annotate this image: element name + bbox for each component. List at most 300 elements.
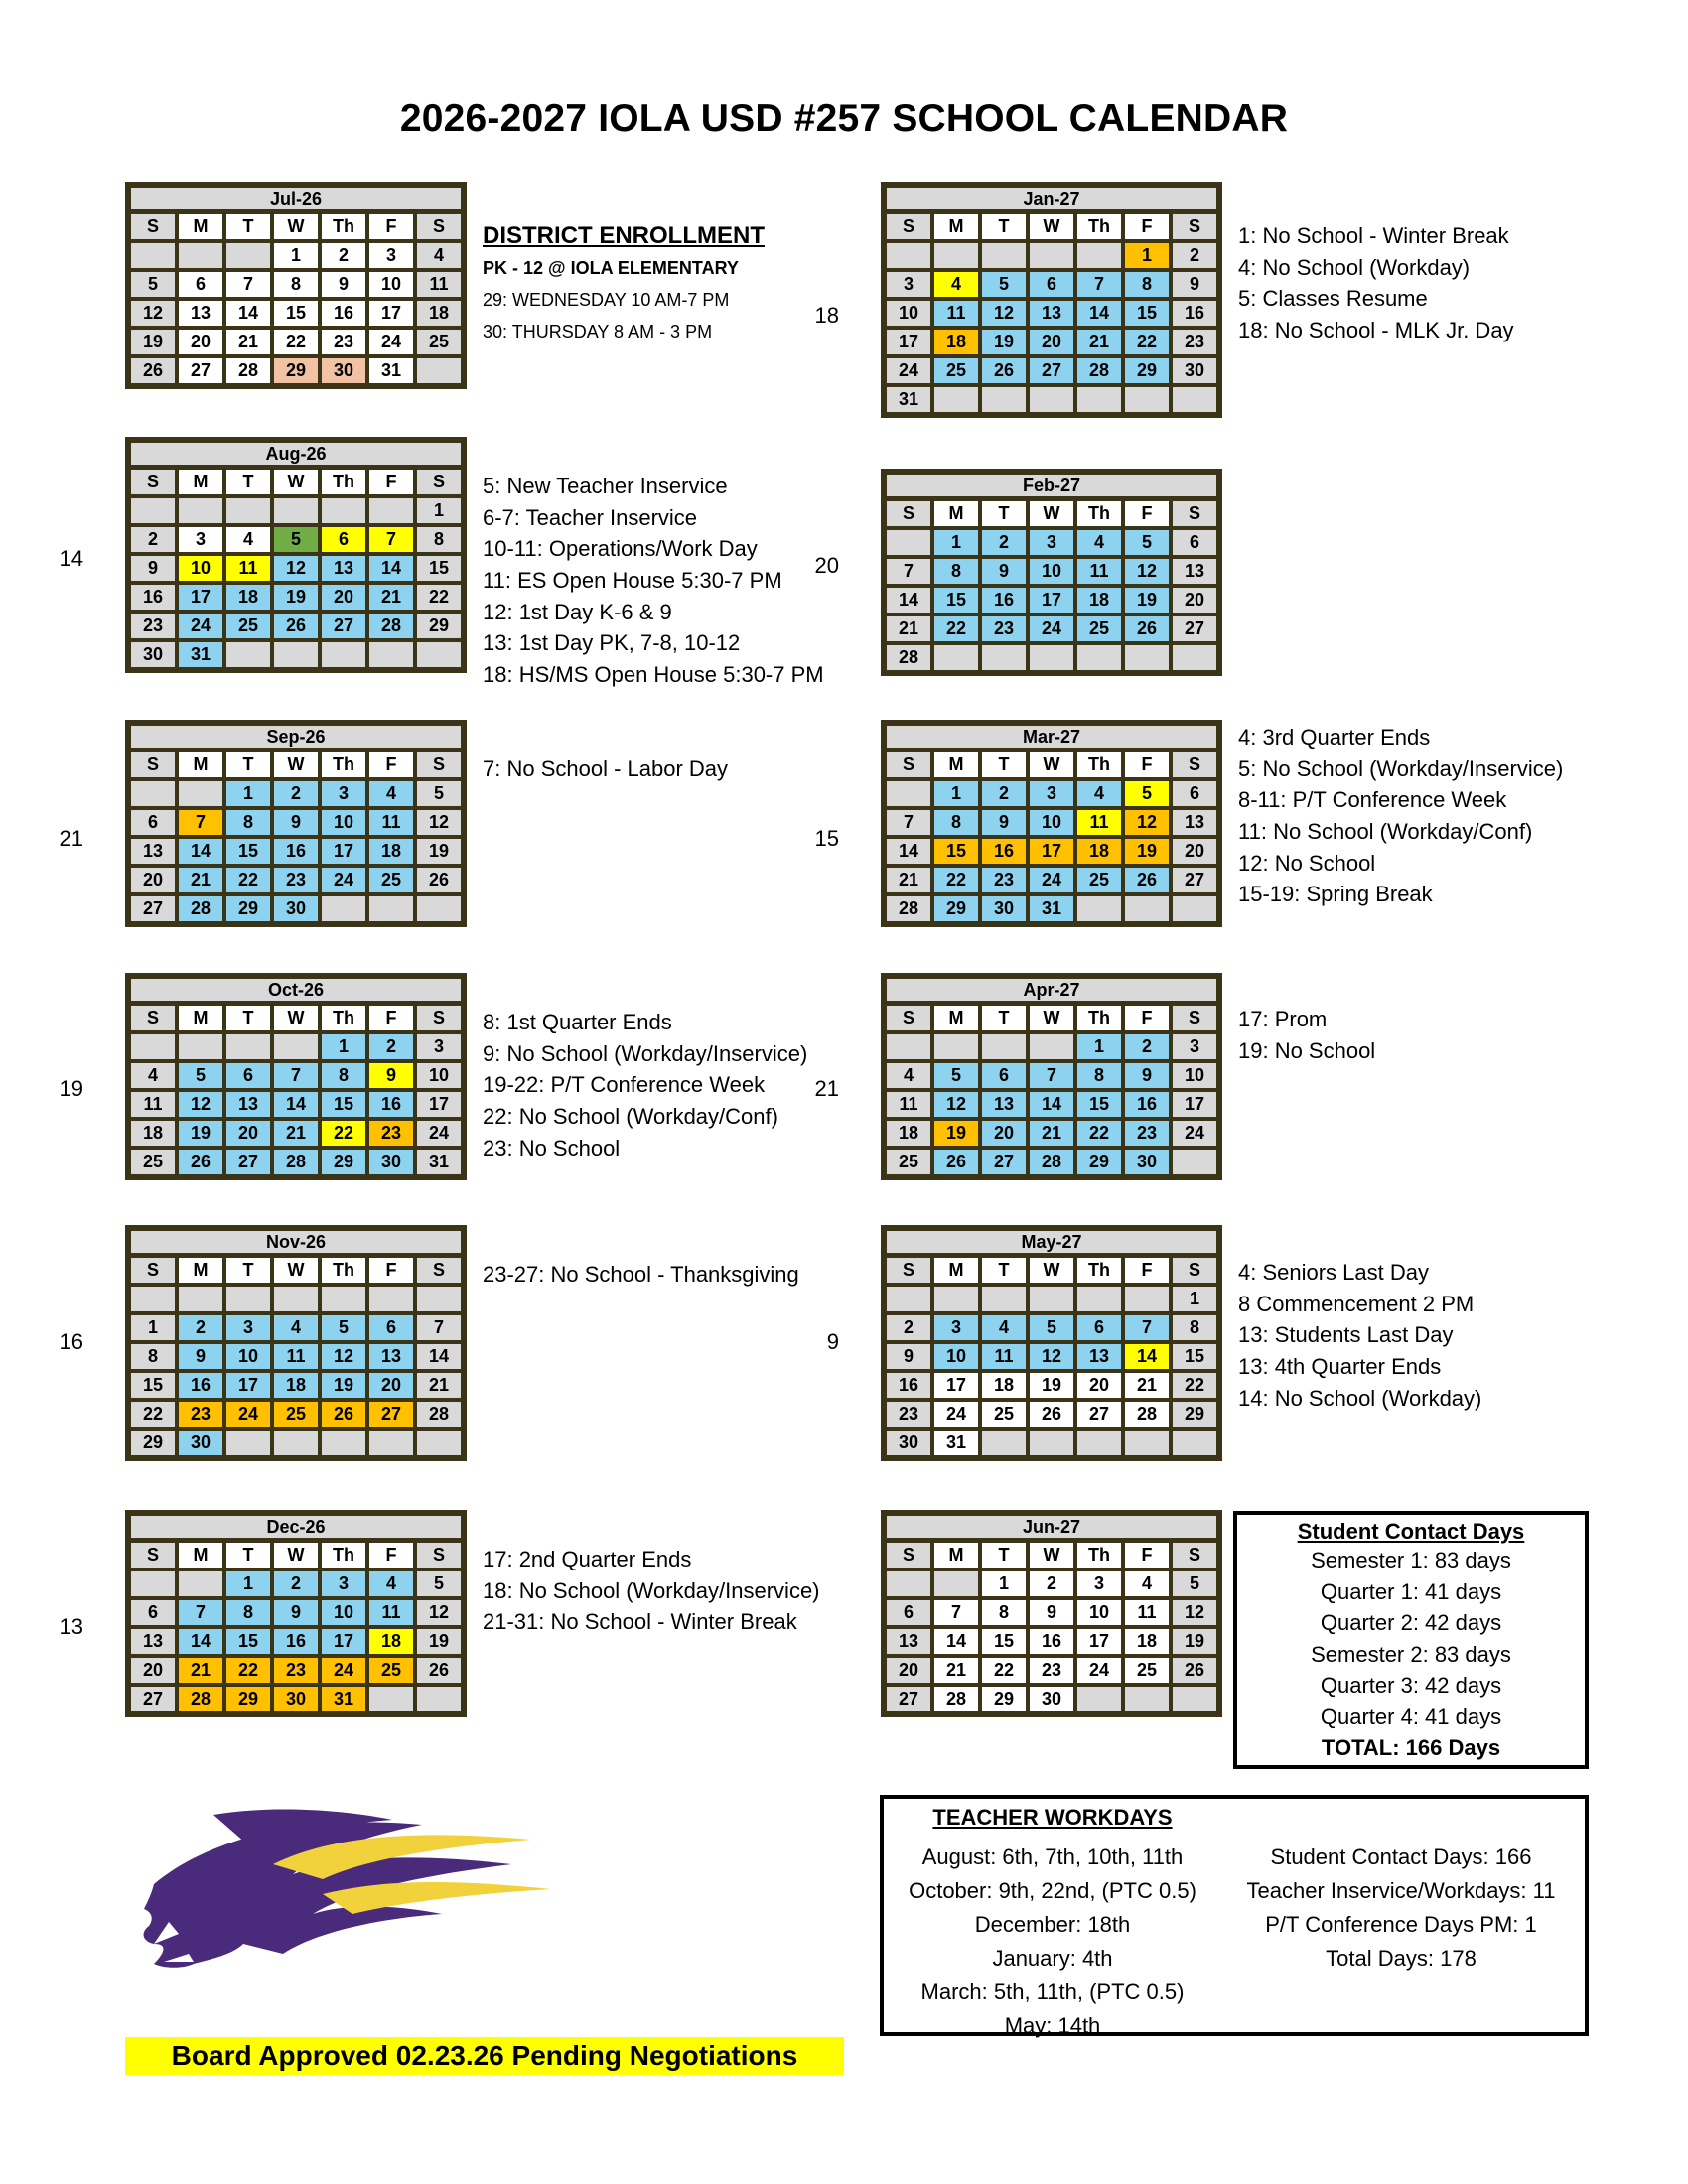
day-cell: 9 (885, 1342, 932, 1371)
day-cell: 30 (129, 640, 177, 669)
day-cell: 29 (980, 1685, 1028, 1713)
day-cell: 10 (320, 808, 367, 837)
day-cell: 24 (320, 866, 367, 894)
month-header: Apr-27 (885, 977, 1218, 1004)
day-cell: 18 (980, 1371, 1028, 1400)
weeks-count-label: 21 (59, 826, 83, 851)
calendar-note: 4: Seniors Last Day (1238, 1260, 1429, 1285)
empty-cell (1028, 1429, 1075, 1457)
day-cell: 4 (129, 1061, 177, 1090)
day-cell: 10 (224, 1342, 272, 1371)
day-cell: 25 (272, 1400, 320, 1429)
day-cell: 31 (367, 356, 415, 385)
day-cell: 13 (320, 554, 367, 583)
day-cell: 15 (932, 586, 980, 614)
teacher-workdays-left-line: August: 6th, 7th, 10th, 11th (921, 1844, 1184, 1869)
empty-cell (320, 894, 367, 923)
day-cell: 16 (272, 837, 320, 866)
day-cell: 1 (932, 779, 980, 808)
day-cell: 11 (1123, 1598, 1171, 1627)
day-cell: 1 (932, 528, 980, 557)
empty-cell (885, 241, 932, 270)
day-cell: 5 (1028, 1313, 1075, 1342)
day-cell: 4 (885, 1061, 932, 1090)
teacher-workdays-box (880, 1795, 1589, 2036)
day-cell: 17 (1171, 1090, 1218, 1119)
day-cell: 6 (885, 1598, 932, 1627)
day-cell: 24 (367, 328, 415, 356)
empty-cell (932, 1285, 980, 1313)
month-header: Nov-26 (129, 1229, 463, 1256)
day-cell: 24 (320, 1656, 367, 1685)
day-cell: 22 (129, 1400, 177, 1429)
calendar-note: 13: 1st Day PK, 7-8, 10-12 (483, 630, 741, 656)
teacher-workdays-left-line: January: 4th (992, 1946, 1113, 1971)
day-cell: 30 (320, 356, 367, 385)
empty-cell (1075, 894, 1123, 923)
day-cell: 28 (367, 612, 415, 640)
day-cell: 15 (932, 837, 980, 866)
day-cell: 7 (1123, 1313, 1171, 1342)
day-cell: 21 (885, 614, 932, 643)
day-of-week-header: T (980, 499, 1028, 528)
day-cell: 9 (367, 1061, 415, 1090)
day-cell: 21 (415, 1371, 463, 1400)
calendar-jun-27 (881, 1510, 1222, 1717)
empty-cell (932, 643, 980, 672)
day-cell: 27 (885, 1685, 932, 1713)
calendar-note: 4: 3rd Quarter Ends (1238, 725, 1431, 750)
day-cell: 30 (1123, 1148, 1171, 1176)
day-cell: 18 (415, 299, 463, 328)
day-cell: 5 (272, 525, 320, 554)
contact-days-line: Semester 1: 83 days (1311, 1548, 1511, 1572)
day-cell: 23 (1028, 1656, 1075, 1685)
empty-cell (1171, 1685, 1218, 1713)
day-cell: 11 (367, 808, 415, 837)
day-of-week-header: T (224, 1541, 272, 1570)
calendar-note: 11: No School (Workday/Conf) (1238, 819, 1533, 845)
day-cell: 7 (224, 270, 272, 299)
day-of-week-header: S (129, 1004, 177, 1032)
calendar-note: 8 Commencement 2 PM (1238, 1291, 1475, 1316)
day-cell: 12 (980, 299, 1028, 328)
day-cell: 26 (1123, 614, 1171, 643)
calendar-note: 21-31: No School - Winter Break (483, 1609, 797, 1635)
day-cell: 9 (177, 1342, 224, 1371)
day-cell: 13 (177, 299, 224, 328)
day-cell: 6 (1171, 779, 1218, 808)
day-cell: 31 (885, 385, 932, 414)
day-cell: 12 (272, 554, 320, 583)
day-cell: 30 (1171, 356, 1218, 385)
day-of-week-header: S (885, 1256, 932, 1285)
day-cell: 11 (415, 270, 463, 299)
empty-cell (932, 1032, 980, 1061)
day-cell: 23 (272, 1656, 320, 1685)
day-of-week-header: S (885, 1541, 932, 1570)
day-cell: 28 (1028, 1148, 1075, 1176)
empty-cell (177, 779, 224, 808)
calendar-sep-26 (125, 720, 467, 927)
calendar-note: 1: No School - Winter Break (1238, 223, 1509, 248)
empty-cell (1028, 1032, 1075, 1061)
day-of-week-header: Th (320, 1541, 367, 1570)
enrollment-heading: DISTRICT ENROLLMENT (483, 222, 765, 249)
day-of-week-header: S (415, 751, 463, 779)
teacher-workdays-left-line: October: 9th, 22nd, (PTC 0.5) (909, 1878, 1196, 1903)
empty-cell (1075, 1685, 1123, 1713)
day-cell: 4 (980, 1313, 1028, 1342)
weeks-count-label: 19 (59, 1076, 83, 1101)
day-cell: 15 (1171, 1342, 1218, 1371)
day-of-week-header: S (129, 1256, 177, 1285)
day-cell: 17 (177, 583, 224, 612)
month-header: Jan-27 (885, 186, 1218, 212)
day-cell: 2 (177, 1313, 224, 1342)
empty-cell (1171, 385, 1218, 414)
april-notes (1238, 1004, 1375, 1066)
day-cell: 6 (1028, 270, 1075, 299)
day-cell: 6 (1075, 1313, 1123, 1342)
day-of-week-header: M (177, 212, 224, 241)
day-cell: 11 (129, 1090, 177, 1119)
day-cell: 8 (932, 557, 980, 586)
day-cell: 5 (320, 1313, 367, 1342)
day-cell: 20 (177, 328, 224, 356)
day-cell: 11 (367, 1598, 415, 1627)
day-cell: 1 (272, 241, 320, 270)
empty-cell (367, 1429, 415, 1457)
calendar-note: 18: No School (Workday/Inservice) (483, 1577, 820, 1603)
day-cell: 24 (177, 612, 224, 640)
day-cell: 3 (885, 270, 932, 299)
day-cell: 15 (980, 1627, 1028, 1656)
empty-cell (129, 241, 177, 270)
day-cell: 7 (177, 1598, 224, 1627)
day-of-week-header: F (1123, 499, 1171, 528)
empty-cell (367, 496, 415, 525)
day-cell: 15 (320, 1090, 367, 1119)
day-cell: 1 (1171, 1285, 1218, 1313)
september-notes (483, 753, 728, 785)
day-cell: 3 (1171, 1032, 1218, 1061)
day-cell: 27 (980, 1148, 1028, 1176)
empty-cell (1171, 1429, 1218, 1457)
day-cell: 28 (1075, 356, 1123, 385)
day-cell: 7 (932, 1598, 980, 1627)
day-cell: 27 (129, 894, 177, 923)
empty-cell (1028, 643, 1075, 672)
calendar-may-27 (881, 1225, 1222, 1461)
day-cell: 29 (1075, 1148, 1123, 1176)
day-cell: 13 (367, 1342, 415, 1371)
day-cell: 14 (1123, 1342, 1171, 1371)
day-cell: 3 (320, 779, 367, 808)
day-cell: 3 (1028, 528, 1075, 557)
calendar-note: 10-11: Operations/Work Day (483, 536, 758, 562)
day-cell: 30 (1028, 1685, 1075, 1713)
weeks-count-label: 15 (814, 826, 839, 851)
day-cell: 20 (129, 866, 177, 894)
day-cell: 12 (932, 1090, 980, 1119)
day-cell: 4 (272, 1313, 320, 1342)
day-of-week-header: W (272, 1256, 320, 1285)
day-cell: 2 (1123, 1032, 1171, 1061)
empty-cell (1028, 1285, 1075, 1313)
empty-cell (177, 241, 224, 270)
day-cell: 14 (415, 1342, 463, 1371)
empty-cell (367, 1285, 415, 1313)
empty-cell (177, 496, 224, 525)
day-cell: 3 (367, 241, 415, 270)
day-cell: 15 (1123, 299, 1171, 328)
empty-cell (415, 356, 463, 385)
empty-cell (885, 1032, 932, 1061)
day-cell: 29 (1123, 356, 1171, 385)
contact-days-line: Quarter 3: 42 days (1320, 1673, 1502, 1698)
day-cell: 5 (1123, 779, 1171, 808)
calendar-note: 13: Students Last Day (1238, 1322, 1454, 1348)
day-cell: 28 (177, 1685, 224, 1713)
day-of-week-header: W (272, 212, 320, 241)
enrollment-line: 30: THURSDAY 8 AM - 3 PM (483, 322, 713, 341)
day-cell: 8 (932, 808, 980, 837)
day-cell: 9 (980, 808, 1028, 837)
day-of-week-header: F (367, 1256, 415, 1285)
day-cell: 16 (980, 586, 1028, 614)
day-cell: 8 (415, 525, 463, 554)
day-cell: 4 (1075, 779, 1123, 808)
day-cell: 23 (129, 612, 177, 640)
empty-cell (224, 1032, 272, 1061)
day-cell: 3 (224, 1313, 272, 1342)
day-cell: 21 (1028, 1119, 1075, 1148)
day-cell: 10 (1075, 1598, 1123, 1627)
day-cell: 20 (129, 1656, 177, 1685)
day-cell: 17 (885, 328, 932, 356)
day-of-week-header: Th (1075, 751, 1123, 779)
teacher-workdays-left-line: May: 14th (1004, 2013, 1101, 2038)
january-notes (1238, 220, 1514, 346)
day-cell: 27 (129, 1685, 177, 1713)
day-of-week-header: S (415, 468, 463, 496)
day-cell: 22 (320, 1119, 367, 1148)
day-of-week-header: T (224, 468, 272, 496)
day-cell: 16 (885, 1371, 932, 1400)
day-cell: 20 (1171, 837, 1218, 866)
day-cell: 1 (320, 1032, 367, 1061)
empty-cell (980, 385, 1028, 414)
day-cell: 25 (224, 612, 272, 640)
day-cell: 10 (367, 270, 415, 299)
day-cell: 2 (272, 1570, 320, 1598)
day-cell: 26 (272, 612, 320, 640)
month-header: Dec-26 (129, 1514, 463, 1541)
day-cell: 2 (272, 779, 320, 808)
day-cell: 24 (885, 356, 932, 385)
empty-cell (1123, 385, 1171, 414)
month-header: Jul-26 (129, 186, 463, 212)
day-cell: 25 (1075, 866, 1123, 894)
day-cell: 16 (320, 299, 367, 328)
empty-cell (1075, 1285, 1123, 1313)
calendar-nov-26 (125, 1225, 467, 1461)
day-cell: 10 (932, 1342, 980, 1371)
day-of-week-header: W (1028, 499, 1075, 528)
day-of-week-header: Th (320, 751, 367, 779)
day-cell: 13 (885, 1627, 932, 1656)
october-notes (483, 1007, 807, 1163)
calendar-note: 18: HS/MS Open House 5:30-7 PM (483, 662, 824, 688)
day-cell: 8 (272, 270, 320, 299)
day-cell: 29 (320, 1148, 367, 1176)
day-cell: 3 (1075, 1570, 1123, 1598)
day-of-week-header: Th (320, 212, 367, 241)
day-cell: 23 (1171, 328, 1218, 356)
day-cell: 2 (980, 528, 1028, 557)
empty-cell (980, 241, 1028, 270)
month-header: Mar-27 (885, 724, 1218, 751)
day-cell: 10 (1028, 557, 1075, 586)
day-cell: 19 (1171, 1627, 1218, 1656)
day-cell: 24 (932, 1400, 980, 1429)
day-cell: 3 (1028, 779, 1075, 808)
empty-cell (224, 241, 272, 270)
day-cell: 23 (885, 1400, 932, 1429)
day-cell: 13 (1171, 557, 1218, 586)
day-cell: 15 (272, 299, 320, 328)
month-header: Oct-26 (129, 977, 463, 1004)
day-of-week-header: M (932, 1541, 980, 1570)
day-cell: 17 (320, 837, 367, 866)
day-cell: 5 (177, 1061, 224, 1090)
day-cell: 19 (932, 1119, 980, 1148)
day-cell: 4 (1075, 528, 1123, 557)
day-cell: 26 (129, 356, 177, 385)
day-cell: 22 (272, 328, 320, 356)
empty-cell (415, 1429, 463, 1457)
day-cell: 27 (1028, 356, 1075, 385)
day-cell: 1 (224, 1570, 272, 1598)
day-cell: 29 (932, 894, 980, 923)
day-of-week-header: M (932, 1004, 980, 1032)
empty-cell (129, 1285, 177, 1313)
day-of-week-header: T (980, 751, 1028, 779)
calendar-note: 19: No School (1238, 1037, 1376, 1063)
day-cell: 28 (885, 894, 932, 923)
empty-cell (1171, 1148, 1218, 1176)
day-of-week-header: W (1028, 212, 1075, 241)
day-cell: 18 (272, 1371, 320, 1400)
day-cell: 26 (415, 1656, 463, 1685)
day-cell: 19 (272, 583, 320, 612)
day-of-week-header: F (1123, 212, 1171, 241)
day-cell: 9 (1123, 1061, 1171, 1090)
day-cell: 21 (1123, 1371, 1171, 1400)
day-cell: 8 (980, 1598, 1028, 1627)
day-of-week-header: S (885, 499, 932, 528)
empty-cell (367, 640, 415, 669)
day-cell: 17 (367, 299, 415, 328)
empty-cell (177, 1285, 224, 1313)
day-cell: 17 (320, 1627, 367, 1656)
day-cell: 28 (1123, 1400, 1171, 1429)
day-cell: 30 (980, 894, 1028, 923)
empty-cell (272, 640, 320, 669)
empty-cell (272, 1429, 320, 1457)
day-cell: 18 (1075, 586, 1123, 614)
page-title: 2026-2027 IOLA USD #257 SCHOOL CALENDAR (399, 97, 1289, 140)
empty-cell (1171, 894, 1218, 923)
empty-cell (932, 241, 980, 270)
empty-cell (320, 640, 367, 669)
day-cell: 12 (1123, 808, 1171, 837)
day-cell: 16 (367, 1090, 415, 1119)
empty-cell (415, 1285, 463, 1313)
calendar-note: 15-19: Spring Break (1238, 882, 1433, 907)
day-cell: 9 (129, 554, 177, 583)
day-cell: 13 (129, 837, 177, 866)
day-cell: 18 (224, 583, 272, 612)
day-cell: 6 (1171, 528, 1218, 557)
day-of-week-header: F (1123, 1004, 1171, 1032)
may-notes (1238, 1257, 1481, 1414)
empty-cell (1028, 241, 1075, 270)
empty-cell (1171, 643, 1218, 672)
day-cell: 2 (320, 241, 367, 270)
enrollment-line: 29: WEDNESDAY 10 AM-7 PM (483, 290, 730, 310)
day-of-week-header: S (1171, 1004, 1218, 1032)
empty-cell (129, 1570, 177, 1598)
empty-cell (1123, 894, 1171, 923)
day-cell: 12 (1123, 557, 1171, 586)
day-of-week-header: M (932, 1256, 980, 1285)
day-cell: 17 (415, 1090, 463, 1119)
empty-cell (885, 1285, 932, 1313)
day-cell: 12 (320, 1342, 367, 1371)
day-cell: 12 (415, 808, 463, 837)
day-cell: 26 (932, 1148, 980, 1176)
calendar-mar-27 (881, 720, 1222, 927)
day-of-week-header: T (224, 212, 272, 241)
empty-cell (177, 1570, 224, 1598)
contact-days-line: Quarter 1: 41 days (1320, 1578, 1502, 1604)
day-of-week-header: T (224, 1004, 272, 1032)
day-cell: 21 (1075, 328, 1123, 356)
day-of-week-header: Th (320, 468, 367, 496)
day-cell: 11 (224, 554, 272, 583)
day-of-week-header: W (1028, 751, 1075, 779)
day-cell: 21 (885, 866, 932, 894)
day-cell: 10 (320, 1598, 367, 1627)
day-of-week-header: M (932, 499, 980, 528)
day-cell: 3 (177, 525, 224, 554)
day-cell: 27 (1171, 614, 1218, 643)
day-cell: 12 (177, 1090, 224, 1119)
day-cell: 9 (980, 557, 1028, 586)
empty-cell (1075, 643, 1123, 672)
day-cell: 9 (272, 808, 320, 837)
day-cell: 7 (1028, 1061, 1075, 1090)
day-cell: 23 (1123, 1119, 1171, 1148)
day-cell: 1 (129, 1313, 177, 1342)
contact-days-line: Semester 2: 83 days (1311, 1641, 1511, 1667)
day-cell: 18 (1075, 837, 1123, 866)
day-cell: 10 (415, 1061, 463, 1090)
day-cell: 27 (177, 356, 224, 385)
day-of-week-header: W (272, 1541, 320, 1570)
